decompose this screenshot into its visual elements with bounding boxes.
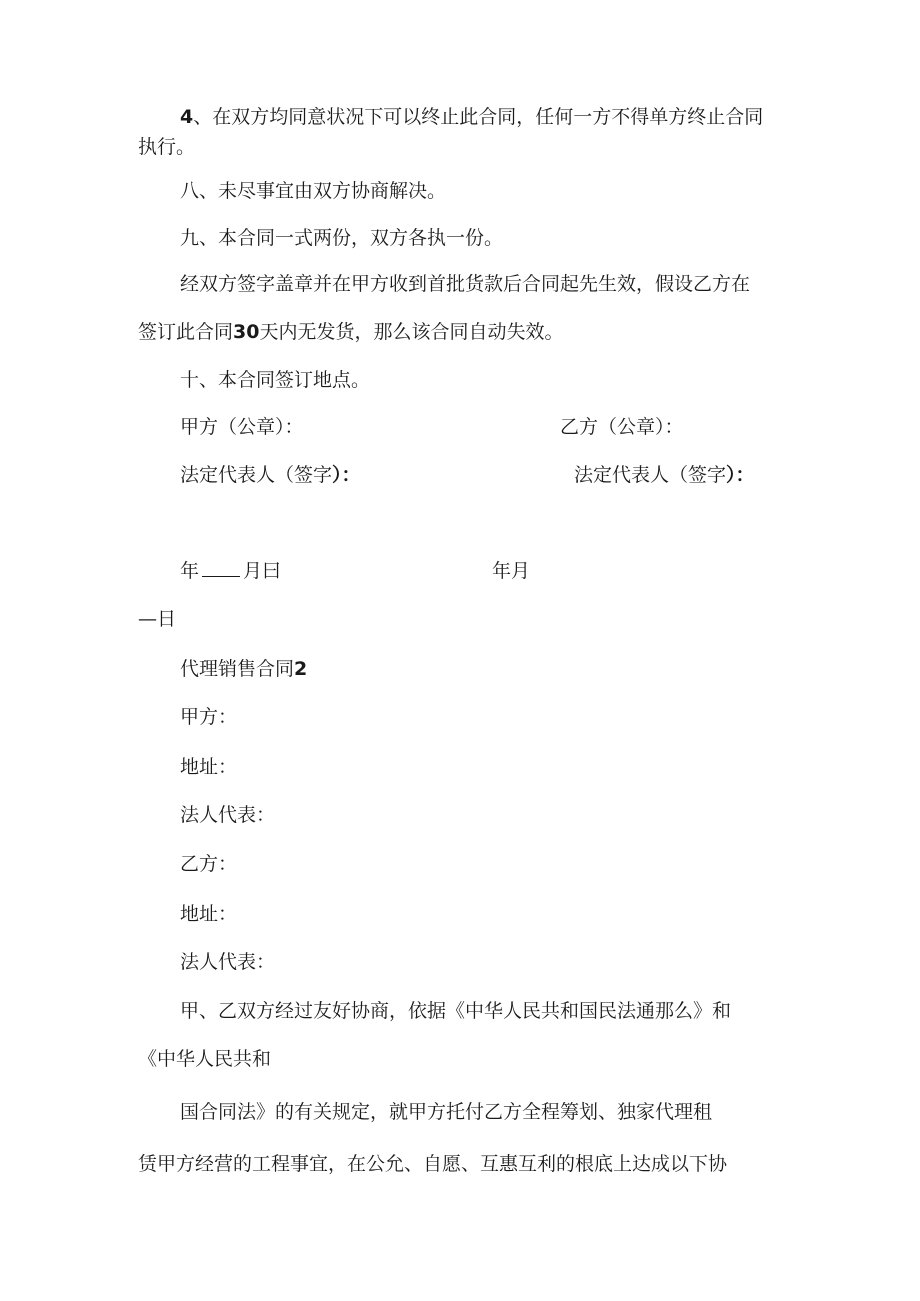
contract2-para2-line-2: 赁甲方经营的工程事宜，在公允、自愿、互惠互利的根底上达成以下协 xyxy=(138,1153,728,1175)
date-left-year: 年 xyxy=(180,560,200,582)
effect-text-post: 天内无发货，那么该合同自动失效。 xyxy=(259,321,564,343)
contract2-rep-b: 法人代表： xyxy=(180,951,276,973)
contract2-rep-a: 法人代表： xyxy=(180,804,276,826)
party-a-seal: 甲方（公章）： xyxy=(180,416,304,438)
clause-9: 九、本合同一式两份，双方各执一份。 xyxy=(180,227,504,249)
legal-rep-b-text: 法定代表人（签字 xyxy=(574,464,727,486)
legal-rep-a xyxy=(180,466,361,485)
legal-rep-a-close: ）： xyxy=(332,464,361,486)
contract2-para2-line-1: 国合同法》的有关规定，就甲方托付乙方全程筹划、独家代理租 xyxy=(180,1101,713,1123)
date-left xyxy=(180,562,281,581)
clause-4-line-2: 执行。 xyxy=(138,136,196,158)
clause-10: 十、本合同签订地点。 xyxy=(180,369,371,391)
legal-rep-a-text: 法定代表人（签字 xyxy=(180,464,333,486)
effect-text-pre: 签订此合同 xyxy=(138,321,234,343)
contract2-party-a: 甲方： xyxy=(180,706,238,728)
legal-rep-b-close: ）： xyxy=(726,464,755,486)
date-right: 年月 xyxy=(492,560,531,582)
clause-8: 八、未尽事宜由双方协商解决。 xyxy=(180,180,447,202)
party-b-seal: 乙方（公章）： xyxy=(560,416,684,438)
effect-line-1: 经双方签字盖章并在甲方收到首批货款后合同起先生效，假设乙方在 xyxy=(180,273,751,295)
date-left-month: 月曰 xyxy=(243,560,282,582)
contract2-para1-line-2: 《中华人民共和 xyxy=(138,1048,272,1070)
contract2-address-a: 地址： xyxy=(180,756,238,778)
effect-days-number: 30 xyxy=(233,321,260,343)
clause-4-number: 4 xyxy=(180,106,194,128)
clause-4-line-1 xyxy=(180,108,763,127)
contract2-title-number: 2 xyxy=(294,658,308,680)
legal-rep-b xyxy=(574,466,755,485)
effect-line-2 xyxy=(138,323,563,342)
contract2-para1-line-1: 甲、乙双方经过友好协商，依据《中华人民共和国民法通那么》和 xyxy=(180,1000,732,1022)
date-day: —日 xyxy=(138,608,177,630)
contract2-title xyxy=(180,660,307,679)
clause-4-text: 、在双方均同意状况下可以终止此合同，任何一方不得单方终止合同 xyxy=(193,106,764,128)
contract2-address-b: 地址： xyxy=(180,903,238,925)
contract2-title-text: 代理销售合同 xyxy=(180,658,295,680)
contract2-party-b: 乙方： xyxy=(180,853,238,875)
date-blank xyxy=(202,575,240,577)
